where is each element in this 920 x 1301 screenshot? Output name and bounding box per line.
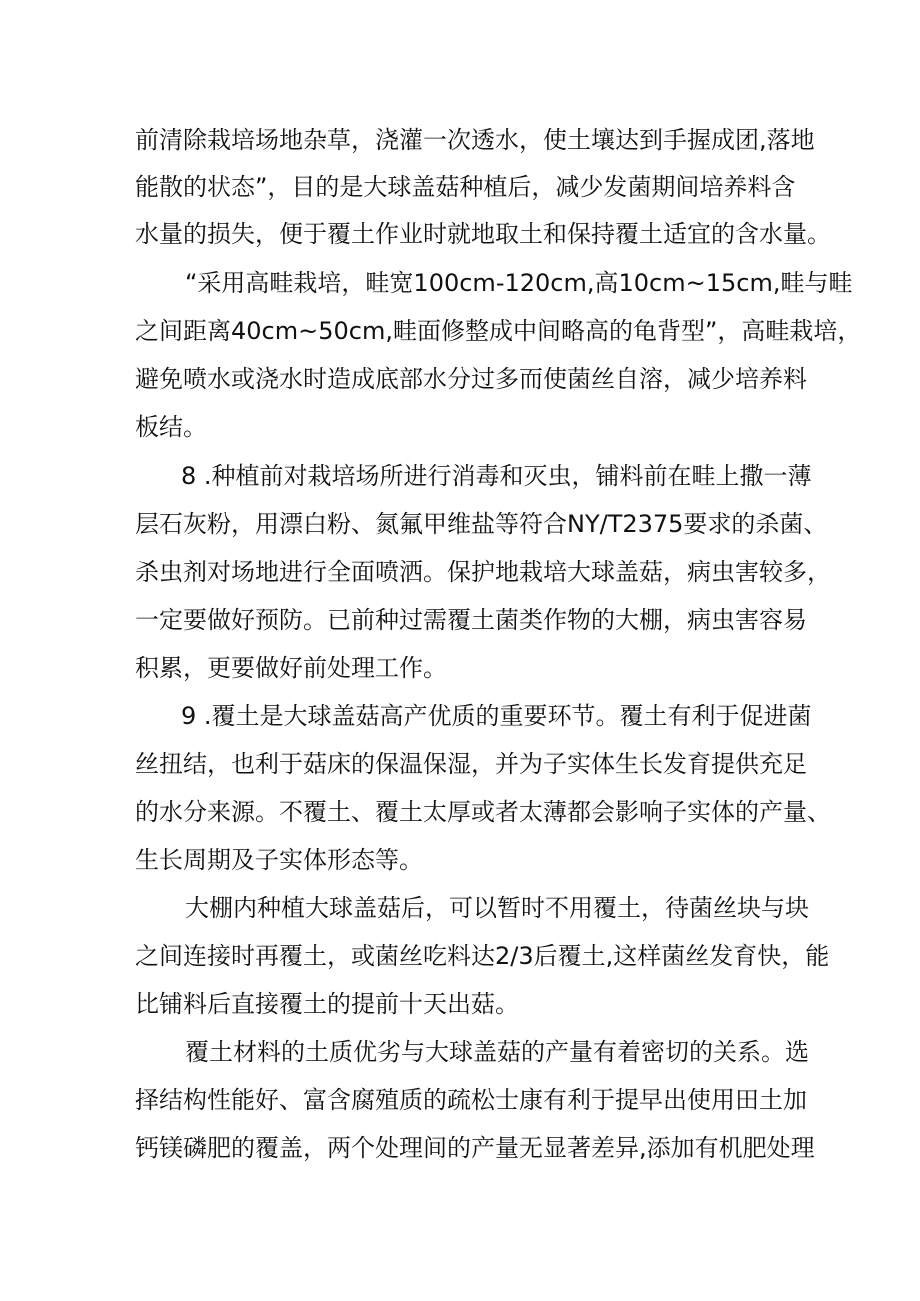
text-line: 积累，更要做好前处理工作。 <box>135 654 447 682</box>
text-line: 之间连接时再覆土，或菌丝吃料达2/3后覆土,这样菌丝发育快，能 <box>135 942 830 970</box>
text-line: 丝扭结，也利于菇床的保温保湿，并为子实体生长发育提供充足 <box>135 750 807 778</box>
text-line: 覆土材料的土质优劣与大球盖菇的产量有着密切的关系。选 <box>185 1038 809 1066</box>
text-line: 择结构性能好、富含腐殖质的疏松士康有利于提早出使用田土加 <box>135 1086 807 1114</box>
text-line: 比铺料后直接覆土的提前十天出菇。 <box>135 990 519 1018</box>
text-line: 前清除栽培场地杂草，浇灌一次透水，使土壤达到手握成团,落地 <box>135 126 815 154</box>
text-line: 之间距离40cm~50cm,畦面修整成中间略高的龟背型”，高畦栽培， <box>135 317 862 345</box>
text-line: 钙镁磷肥的覆盖，两个处理间的产量无显著差异,添加有机肥处理 <box>135 1134 815 1162</box>
text-line: 的水分来源。不覆土、覆土太厚或者太薄都会影响子实体的产量、 <box>135 798 831 826</box>
text-line: 板结。 <box>135 413 207 441</box>
text-line: 9 .覆土是大球盖菇高产优质的重要环节。覆土有利于促进菌 <box>181 702 812 730</box>
text-line: 8 .种植前对栽培场所进行消毒和灭虫，铺料前在畦上撒一薄 <box>181 462 812 490</box>
text-line: 大棚内种植大球盖菇后，可以暂时不用覆土，待菌丝块与块 <box>185 894 809 922</box>
text-line: “采用高畦栽培，畦宽100cm-120cm,高10cm~15cm,畦与畦 <box>185 269 853 297</box>
text-line: 层石灰粉，用漂白粉、氮氟甲维盐等符合NY/T2375要求的杀菌、 <box>135 510 828 538</box>
text-line: 生长周期及子实体形态等。 <box>135 846 423 874</box>
text-line: 一定要做好预防。已前种过需覆土菌类作物的大棚，病虫害容易 <box>135 606 807 634</box>
text-line: 能散的状态”，目的是大球盖菇种植后，减少发菌期间培养料含 <box>135 173 796 201</box>
text-line: 杀虫剂对场地进行全面喷洒。保护地栽培大球盖菇，病虫害较多， <box>135 558 831 586</box>
text-line: 水量的损失，便于覆土作业时就地取土和保持覆土适宜的含水量。 <box>135 220 831 248</box>
text-line: 避免喷水或浇水时造成底部水分过多而使菌丝自溶，减少培养料 <box>135 365 807 393</box>
